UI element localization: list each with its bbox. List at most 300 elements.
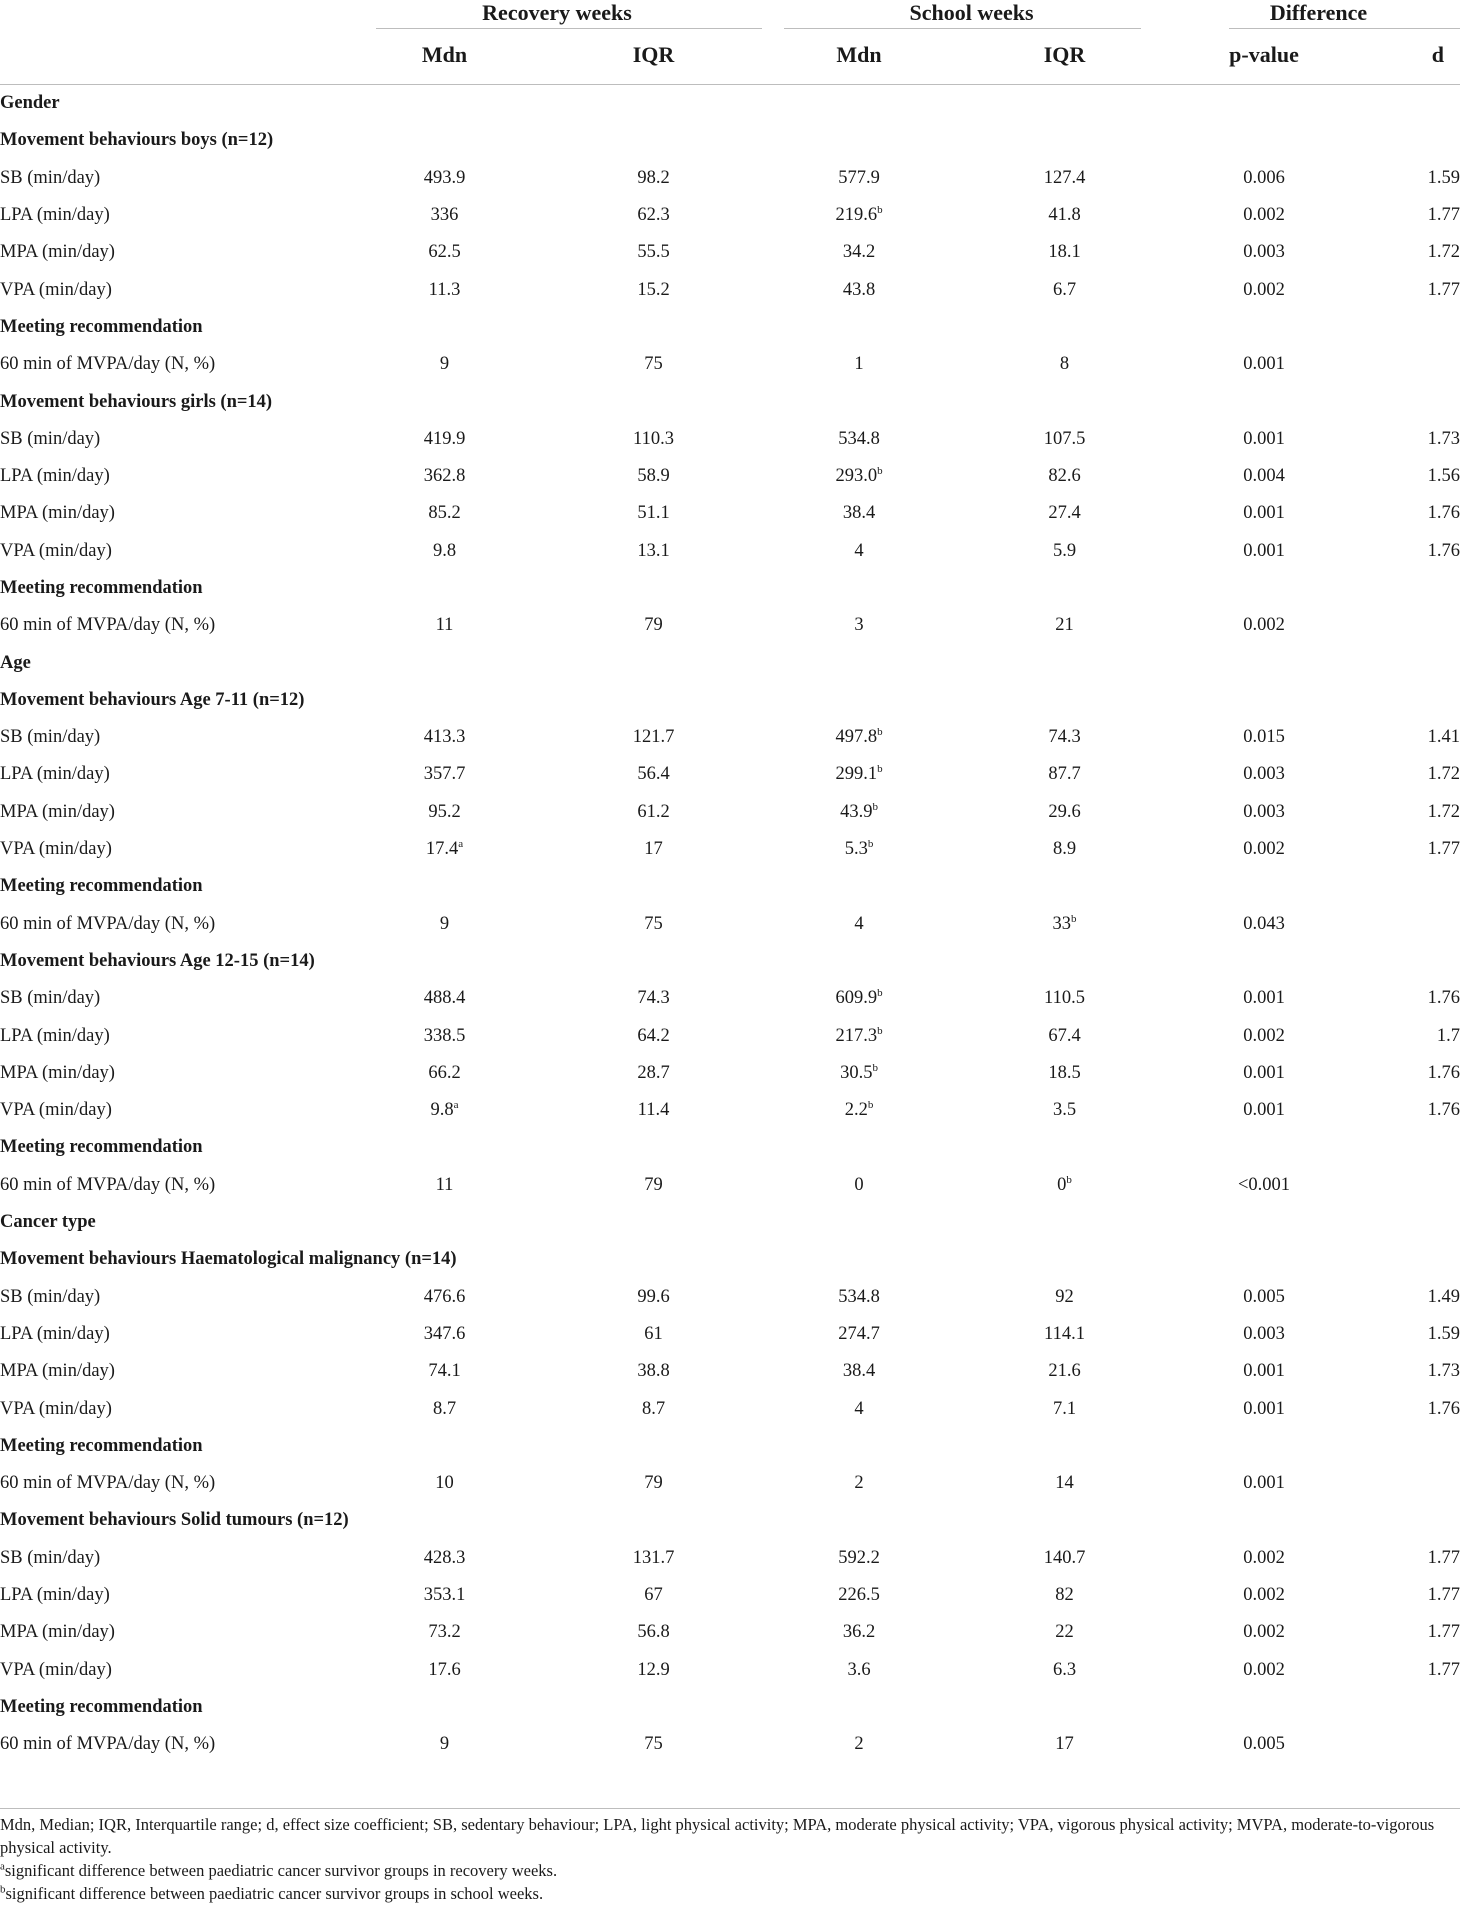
row-label: 60 min of MVPA/day (N, %) [0,1174,216,1195]
cell-school-mdn [766,458,952,495]
cell-p-value [1177,1092,1351,1129]
cell-value: 98.2 [637,167,670,188]
cell-school-mdn [766,1092,952,1129]
cell-school-mdn [766,160,952,197]
section-header-row [0,868,1460,905]
row-label: 60 min of MVPA/day (N, %) [0,1473,216,1494]
table-row [0,1726,1460,1763]
footnote-marker: b [1071,912,1077,925]
cell-recovery-iqr [541,458,766,495]
cell-value: 121.7 [632,727,675,748]
cell-value: 0.003 [1243,801,1285,822]
cell-p-value [1177,271,1351,308]
cell-d [1351,1316,1460,1353]
cell-p-value [1177,607,1351,644]
cell-p-value [1177,719,1351,756]
cell-value: 1.72 [1427,764,1460,785]
cell-school-iqr [952,1353,1177,1390]
cell-value: 17 [1055,1734,1074,1755]
cell-d [1351,756,1460,793]
cell-value: 9 [439,913,450,934]
cell-value: 1.76 [1427,540,1460,561]
table-body [0,85,1460,1764]
cell-value: 6.7 [1052,279,1077,300]
col-header-school-iqr: IQR [952,26,1177,85]
cell-value: 74.1 [428,1361,461,1382]
cell-value: 4 [854,1398,864,1419]
cell-value: 56.4 [637,764,670,785]
cell-value: 2.2 [844,1100,868,1121]
cell-school-mdn [766,1353,952,1390]
cell-recovery-mdn [348,1726,541,1763]
cell-value: 7.1 [1052,1398,1077,1419]
cell-d [1351,906,1460,943]
table-footnotes [0,1808,1460,1905]
group-label: School weeks [909,0,1034,25]
group-header-difference [1177,0,1460,26]
cell-value: 1.77 [1427,1585,1460,1606]
cell-value: 87.7 [1048,764,1081,785]
cell-value: 74.3 [637,988,670,1009]
cell-p-value [1177,1353,1351,1390]
cell-recovery-iqr [541,980,766,1017]
cell-recovery-iqr [541,1092,766,1129]
group-header-school [766,0,1177,26]
cell-d [1351,495,1460,532]
cell-value: 413.3 [423,727,466,748]
cell-value: 1.72 [1427,242,1460,263]
table-row [0,831,1460,868]
cell-recovery-mdn [348,607,541,644]
cell-school-iqr [952,607,1177,644]
footnote-marker: b [877,763,883,776]
cell-value: 58.9 [637,466,670,487]
cell-value: 21.6 [1048,1361,1081,1382]
cell-recovery-iqr [541,1726,766,1763]
cell-value: 8.7 [641,1398,666,1419]
cell-value: 17.6 [428,1659,461,1680]
cell-value: 79 [644,615,663,636]
cell-value: 0.001 [1243,1100,1285,1121]
cell-value: 13.1 [637,540,670,561]
cell-p-value [1177,1279,1351,1316]
cell-value: 0.002 [1243,1585,1285,1606]
cell-value: 0.004 [1243,466,1285,487]
cell-value: 18.1 [1048,242,1081,263]
cell-value: 62.5 [428,242,461,263]
table-row [0,1316,1460,1353]
cell-school-mdn [766,1614,952,1651]
cell-d [1351,160,1460,197]
cell-recovery-mdn [348,719,541,756]
cell-recovery-iqr [541,831,766,868]
cell-value: 14 [1055,1473,1074,1494]
cell-value: 299.1 [835,764,878,785]
cell-school-iqr [952,346,1177,383]
cell-recovery-mdn [348,1465,541,1502]
cell-value: 9.8 [432,540,457,561]
cell-value: 41.8 [1048,205,1081,226]
cell-p-value [1177,906,1351,943]
table-row [0,271,1460,308]
cell-school-iqr [952,1465,1177,1502]
cell-d [1351,1726,1460,1763]
cell-value: 15.2 [637,279,670,300]
cell-recovery-mdn [348,980,541,1017]
footnote-b-text: significant difference between paediatric cancer survivor groups in school weeks. [5,1884,544,1903]
section-label: Cancer type [0,1212,96,1233]
cell-value: 0.001 [1243,988,1285,1009]
cell-value: 38.8 [637,1361,670,1382]
cell-value: 107.5 [1043,428,1086,449]
cell-d [1351,1055,1460,1092]
cell-value: 1.77 [1427,839,1460,860]
cell-p-value [1177,458,1351,495]
cell-recovery-mdn [348,1167,541,1204]
section-label: Movement behaviours Age 7-11 (n=12) [0,689,305,710]
cell-p-value [1177,1465,1351,1502]
cell-value: 17.4 [425,839,459,860]
cell-school-iqr [952,1316,1177,1353]
cell-value: 0.002 [1243,279,1285,300]
cell-value: 75 [644,354,663,375]
table-row [0,1279,1460,1316]
cell-value: 488.4 [423,988,466,1009]
cell-recovery-mdn [348,1390,541,1427]
cell-p-value [1177,1316,1351,1353]
footnote-marker: a [458,837,464,850]
section-label: Meeting recommendation [0,1137,203,1158]
section-header-row [0,1689,1460,1726]
cell-value: 99.6 [637,1286,670,1307]
cell-value: 74.3 [1048,727,1081,748]
cell-school-iqr [952,1651,1177,1688]
row-label: LPA (min/day) [0,466,110,487]
section-label: Meeting recommendation [0,1696,203,1717]
table-row [0,1540,1460,1577]
cell-school-iqr [952,1726,1177,1763]
cell-value: 476.6 [423,1286,466,1307]
cell-recovery-mdn [348,346,541,383]
row-label: MPA (min/day) [0,801,115,822]
cell-value: 1 [854,354,864,375]
cell-school-iqr [952,756,1177,793]
cell-school-mdn [766,533,952,570]
cell-value: 0.002 [1243,205,1285,226]
table-row [0,607,1460,644]
section-header-row [0,943,1460,980]
cell-recovery-mdn [348,197,541,234]
cell-value: 1.76 [1427,1398,1460,1419]
section-header-row [0,570,1460,607]
cell-recovery-iqr [541,1279,766,1316]
cell-value: 0.001 [1243,1473,1285,1494]
section-header-row [0,682,1460,719]
cell-value: 30.5 [840,1062,873,1083]
cell-school-mdn [766,1390,952,1427]
table-row [0,197,1460,234]
footnote-marker: b [867,1099,874,1111]
cell-value: 9 [439,354,450,375]
cell-value: 2 [854,1734,864,1755]
cell-value: 592.2 [838,1547,880,1568]
row-label: MPA (min/day) [0,1622,115,1643]
cell-school-iqr [952,160,1177,197]
cell-school-iqr [952,421,1177,458]
cell-p-value [1177,1167,1351,1204]
cell-value: 5.3 [844,839,868,860]
cell-school-iqr [952,1390,1177,1427]
table-row [0,421,1460,458]
cell-value: 1.59 [1427,1323,1460,1344]
footnote-marker: b [872,800,878,813]
group-label: Recovery weeks [482,0,632,25]
cell-value: 4 [854,913,864,934]
cell-school-iqr [952,794,1177,831]
cell-p-value [1177,1726,1351,1763]
cell-value: 0.001 [1243,428,1285,449]
cell-school-mdn [766,794,952,831]
cell-d [1351,1279,1460,1316]
cell-p-value [1177,980,1351,1017]
cell-value: 67.4 [1048,1025,1081,1046]
cell-recovery-iqr [541,1316,766,1353]
cell-value: 0 [854,1174,864,1195]
cell-value: 4 [854,540,864,561]
row-label: LPA (min/day) [0,205,110,226]
cell-d [1351,794,1460,831]
table-row [0,1614,1460,1651]
cell-value: 11.4 [637,1100,670,1121]
section-label: Meeting recommendation [0,1435,203,1456]
cell-value: 534.8 [838,428,880,449]
cell-value: 55.5 [637,242,670,263]
row-label: MPA (min/day) [0,242,115,263]
cell-d [1351,831,1460,868]
cell-recovery-iqr [541,271,766,308]
cell-school-mdn [766,495,952,532]
table-row [0,160,1460,197]
cell-school-iqr [952,458,1177,495]
table-row [0,1390,1460,1427]
row-label: SB (min/day) [0,1286,101,1307]
cell-school-mdn [766,1017,952,1054]
cell-value: 75 [644,913,663,934]
cell-value: 38.4 [842,1361,876,1382]
cell-value: 75 [644,1734,663,1755]
cell-recovery-iqr [541,1465,766,1502]
cell-value: 1.49 [1427,1286,1460,1307]
cell-d [1351,421,1460,458]
cell-value: 3.6 [847,1659,871,1680]
cell-recovery-mdn [348,1316,541,1353]
cell-value: 1.76 [1427,1100,1460,1121]
cell-d [1351,1390,1460,1427]
cell-value: 2 [854,1473,864,1494]
footnote-marker: b [877,464,883,477]
cell-value: 0.001 [1243,1361,1285,1382]
cell-recovery-iqr [541,160,766,197]
section-label: Meeting recommendation [0,876,203,897]
table-row [0,346,1460,383]
cell-p-value [1177,831,1351,868]
cell-p-value [1177,160,1351,197]
cell-p-value [1177,1390,1351,1427]
section-header-row [0,85,1460,123]
footnote-marker: b [872,1061,878,1074]
cell-value: 1.41 [1427,727,1460,748]
footnote-a-mark: a [0,1860,5,1873]
footnote-a [0,1859,1460,1882]
footnote-abbreviations: Mdn, Median; IQR, Interquartile range; d, effect size coefficient; SB, sedentary behaviour; LPA, light physical activity; MPA, moderate physical activity; VPA, vigorous physical activity; MVPA, moderate-to-vigorous physical activity. [0,1815,1435,1857]
section-header-row [0,1428,1460,1465]
cell-value: 79 [644,1174,663,1195]
cell-d [1351,1092,1460,1129]
section-header-row [0,383,1460,420]
cell-value: 534.8 [838,1286,880,1307]
cell-value: 29.6 [1048,801,1081,822]
cell-value: 419.9 [423,428,466,449]
cell-value: 131.7 [632,1547,675,1568]
cell-recovery-mdn [348,533,541,570]
cell-value: 73.2 [428,1622,461,1643]
cell-value: 114.1 [1044,1323,1085,1344]
cell-value: 1.76 [1427,503,1460,524]
row-label: VPA (min/day) [0,279,112,300]
cell-recovery-mdn [348,271,541,308]
cell-d [1351,533,1460,570]
cell-value: 3.5 [1052,1100,1077,1121]
cell-value: 82.6 [1048,466,1081,487]
cell-d [1351,1167,1460,1204]
section-header-row [0,1204,1460,1241]
cell-p-value [1177,794,1351,831]
cell-recovery-mdn [348,906,541,943]
section-header-row [0,1502,1460,1539]
cell-value: 36.2 [842,1622,876,1643]
cell-value: 43.9 [840,801,873,822]
row-label: VPA (min/day) [0,1398,112,1419]
cell-value: 274.7 [838,1323,880,1344]
cell-recovery-mdn [348,1577,541,1614]
cell-value: 1.59 [1427,167,1460,188]
table-row [0,794,1460,831]
cell-school-mdn [766,1465,952,1502]
cell-value: 1.73 [1427,1361,1460,1382]
cell-recovery-mdn [348,421,541,458]
cell-school-iqr [952,719,1177,756]
row-label: MPA (min/day) [0,503,115,524]
footnote-marker: b [877,987,883,1000]
cell-recovery-iqr [541,346,766,383]
cell-school-iqr [952,1167,1177,1204]
table-row [0,980,1460,1017]
cell-value: 12.9 [637,1659,670,1680]
cell-school-mdn [766,1279,952,1316]
cell-d [1351,1465,1460,1502]
section-label: Meeting recommendation [0,316,203,337]
cell-value: 34.2 [842,242,876,263]
section-label: Movement behaviours Haematological malignancy (n=14) [0,1249,457,1270]
cell-value: 61 [644,1323,663,1344]
table-row [0,719,1460,756]
section-label: Gender [0,93,60,114]
cell-value: <0.001 [1237,1174,1291,1195]
cell-d [1351,197,1460,234]
row-label: MPA (min/day) [0,1062,115,1083]
row-label: 60 min of MVPA/day (N, %) [0,1734,216,1755]
cell-recovery-iqr [541,1577,766,1614]
cell-recovery-iqr [541,495,766,532]
section-header-row [0,122,1460,159]
cell-value: 1.72 [1427,801,1460,822]
section-label: Movement behaviours Solid tumours (n=12) [0,1510,349,1531]
cell-school-iqr [952,234,1177,271]
footnote-b [0,1882,1460,1905]
footnote-marker: a [453,1099,459,1111]
cell-value: 3 [854,615,864,636]
table-row [0,1465,1460,1502]
cell-value: 8.9 [1052,839,1077,860]
cell-value: 0.005 [1243,1286,1285,1307]
cell-value: 21 [1055,615,1074,636]
cell-p-value [1177,1055,1351,1092]
cell-recovery-iqr [541,234,766,271]
col-header-p-value: p-value [1177,26,1351,85]
cell-value: 56.8 [637,1622,670,1643]
cell-recovery-iqr [541,756,766,793]
cell-value: 0.002 [1243,1025,1285,1046]
cell-recovery-mdn [348,234,541,271]
cell-value: 0.006 [1243,167,1285,188]
cell-p-value [1177,756,1351,793]
cell-value: 1.76 [1427,988,1460,1009]
cell-value: 493.9 [423,167,466,188]
group-header-recovery [348,0,766,26]
cell-recovery-iqr [541,1614,766,1651]
cell-school-mdn [766,906,952,943]
table-row [0,458,1460,495]
table-row [0,756,1460,793]
cell-value: 0.005 [1243,1734,1285,1755]
cell-p-value [1177,1577,1351,1614]
cell-value: 85.2 [428,503,461,524]
cell-school-iqr [952,1017,1177,1054]
cell-d [1351,1614,1460,1651]
cell-value: 1.77 [1427,1622,1460,1643]
section-label: Movement behaviours boys (n=12) [0,130,274,151]
cell-value: 9 [439,1734,450,1755]
cell-school-iqr [952,271,1177,308]
cell-d [1351,1577,1460,1614]
cell-d [1351,607,1460,644]
cell-value: 27.4 [1048,503,1081,524]
cell-p-value [1177,1017,1351,1054]
cell-value: 0.001 [1243,503,1285,524]
table-row [0,533,1460,570]
row-label: 60 min of MVPA/day (N, %) [0,354,216,375]
cell-value: 61.2 [637,801,670,822]
cell-school-mdn [766,271,952,308]
cell-value: 1.7 [1436,1025,1460,1046]
cell-recovery-iqr [541,1055,766,1092]
cell-value: 336 [430,205,459,226]
table-row [0,1353,1460,1390]
cell-value: 67 [644,1585,663,1606]
footnote-a-text: significant difference between paediatric cancer survivor groups in recovery weeks. [4,1861,558,1880]
cell-value: 1.77 [1427,1547,1460,1568]
cell-school-mdn [766,1167,952,1204]
